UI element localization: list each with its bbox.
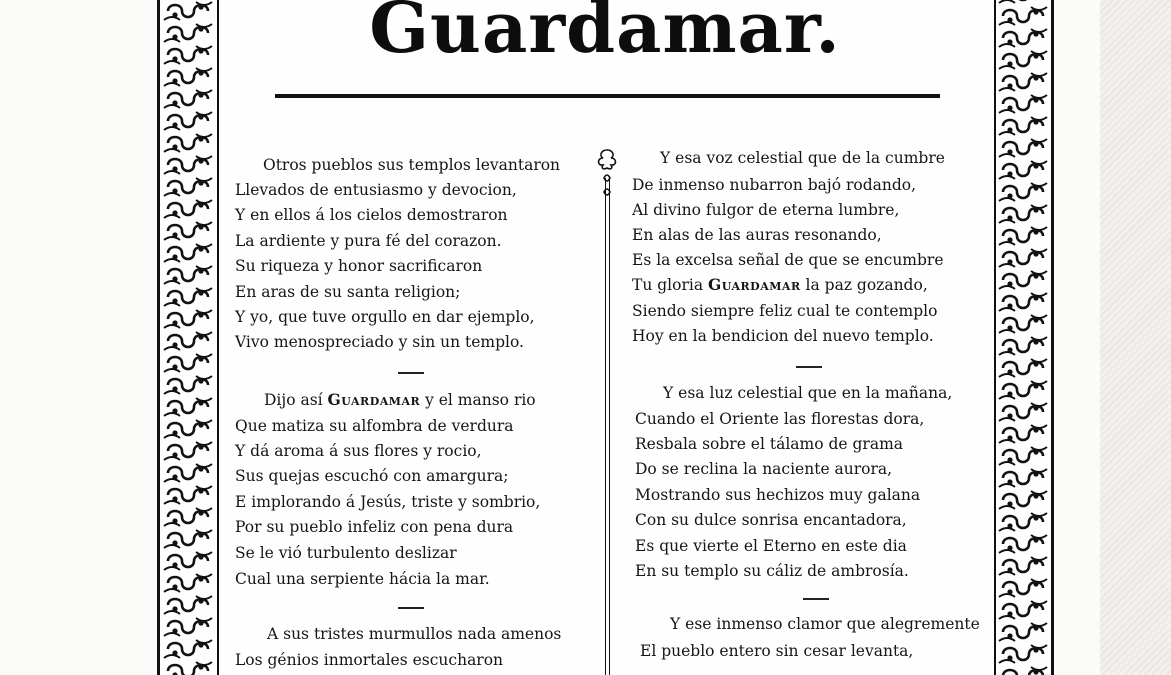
page-edge [1100, 0, 1171, 675]
verse-line: Otros pueblos sus templos levantaron [263, 156, 561, 174]
frame-rule-inner-left [217, 0, 219, 675]
verse-line: Con su dulce sonrisa encantadora, [635, 511, 907, 529]
ornamental-border-right-icon [997, 0, 1049, 675]
verse-line: A sus tristes murmullos nada amenos [267, 625, 562, 643]
verse-line: Y yo, que tuve orgullo en dar ejemplo, [235, 308, 535, 326]
column-divider [605, 178, 610, 675]
verse-line: En su templo su cáliz de ambrosía. [635, 562, 909, 580]
verse-line: Sus quejas escuchó con amargura; [235, 467, 509, 485]
verse-line: Cual una serpiente hácia la mar. [235, 570, 490, 588]
verse-line: Do se reclina la naciente aurora, [635, 460, 893, 478]
verse-line: En alas de las auras resonando, [632, 226, 882, 244]
verse-line: Y en ellos á los cielos demostraron [235, 206, 508, 224]
title-divider [275, 94, 940, 98]
frame-rule-inner-right [994, 0, 996, 675]
verse-line: Su riqueza y honor sacrificaron [235, 257, 483, 275]
verse-line: Y esa voz celestial que de la cumbre [660, 149, 945, 167]
verse-line [264, 390, 536, 410]
verse-line: Y dá aroma á sus flores y rocio, [235, 442, 482, 460]
verse-line: Mostrando sus hechizos muy galana [635, 486, 921, 504]
verse-line: Por su pueblo infeliz con pena dura [235, 518, 514, 536]
stanza-divider [398, 607, 424, 609]
frame-rule-left [157, 0, 160, 675]
verse-line [632, 275, 928, 295]
verse-line: En aras de su santa religion; [235, 283, 461, 301]
verse-line: Es la excelsa señal de que se encumbre [632, 251, 944, 269]
verse-line: De inmenso nubarron bajó rodando, [632, 176, 917, 194]
verse-line: Siendo siempre feliz cual te contemplo [632, 302, 938, 320]
verse-line: Llevados de entusiasmo y devocion, [235, 181, 517, 199]
place-name: Guardamar [708, 275, 801, 294]
place-name: Guardamar [327, 390, 421, 409]
verse-text: Dijo así [264, 391, 328, 409]
verse-line: Que matiza su alfombra de verdura [235, 417, 514, 435]
verse-line: Los génios inmortales escucharon [235, 651, 504, 669]
verse-text: la paz gozando, [800, 276, 928, 294]
verse-line: Es que vierte el Eterno en este dia [635, 537, 907, 555]
verse-line: Resbala sobre el tálamo de grama [635, 435, 904, 453]
verse-line: Cuando el Oriente las florestas dora, [635, 410, 925, 428]
verse-line: Y esa luz celestial que en la mañana, [663, 384, 953, 402]
verse-line: Y ese inmenso clamor que alegremente [670, 615, 980, 633]
verse-line: E implorando á Jesús, triste y sombrio, [235, 493, 541, 511]
verse-line: Hoy en la bendicion del nuevo templo. [632, 327, 934, 345]
verse-line: El pueblo entero sin cesar levanta, [640, 642, 914, 660]
verse-line: Se le vió turbulento deslizar [235, 544, 457, 562]
verse-text: y el manso rio [420, 391, 536, 409]
stanza-divider [398, 372, 424, 374]
ornamental-border-left-icon [162, 0, 214, 675]
frame-rule-right [1051, 0, 1054, 675]
page-title: Guardamar. [369, 0, 841, 69]
verse-text: Tu gloria [632, 276, 708, 294]
stanza-divider [803, 598, 829, 600]
verse-line: La ardiente y pura fé del corazon. [235, 232, 502, 250]
verse-line: Vivo menospreciado y sin un templo. [235, 333, 524, 351]
stanza-divider [796, 366, 822, 368]
verse-line: Al divino fulgor de eterna lumbre, [632, 201, 900, 219]
